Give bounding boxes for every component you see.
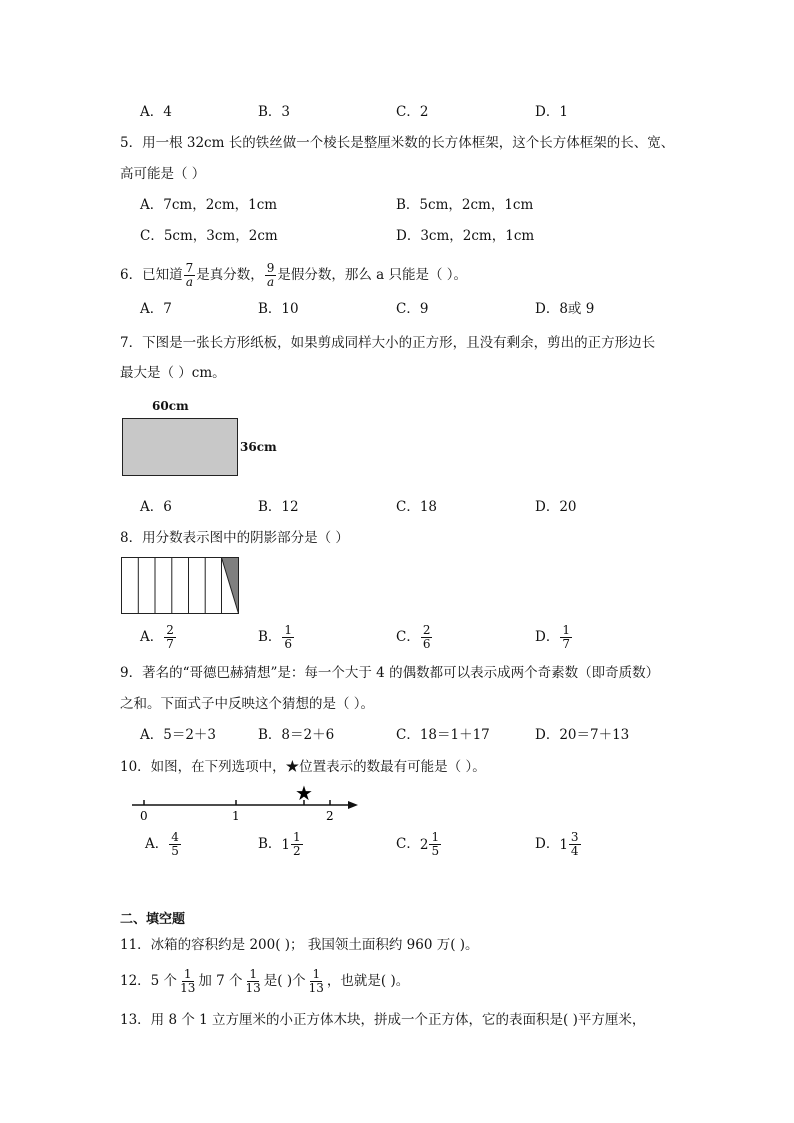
q10-option-d[interactable]: D． 1 $\frac{3}{4}$ [535, 830, 579, 858]
q8-option-d-fraction: $\frac{1}{7}$ [562, 623, 570, 651]
q8-option-a[interactable]: A． $\frac{2}{7}$ [140, 623, 174, 651]
q5-option-d[interactable]: D．3cm，2cm，1cm [396, 228, 535, 244]
q5-question-line1: 5．用一根 32cm 长的铁丝做一个棱长是整厘米数的长方体框架，这个长方体框架的长、宽、 [120, 135, 675, 151]
q7-question-line1: 7．下图是一张长方形纸板，如果剪成同样大小的正方形，且没有剩余，剪出的正方形边长 [120, 335, 656, 351]
q12-fraction: $\frac{1}{13}$ [308, 967, 324, 995]
q10-option-a[interactable]: A． $\frac{4}{5}$ [145, 830, 179, 858]
q7-option-d[interactable]: D．20 [535, 499, 577, 515]
q8-option-c[interactable]: C． $\frac{2}{6}$ [396, 623, 431, 651]
q9-question-line1: 9．著名的“哥德巴赫猜想”是：每一个大于 4 的偶数都可以表示成两个奇素数（即奇质数） [120, 665, 660, 681]
q10-option-d-fraction: $\frac{3}{4}$ [570, 830, 579, 858]
q6-option-d[interactable]: D．8或 9 [535, 301, 595, 317]
q6-prefix: 6．已知道 [120, 267, 183, 283]
q10-option-c[interactable]: C． 2 $\frac{1}{5}$ [396, 830, 440, 858]
q5-option-a[interactable]: A．7cm，2cm，1cm [140, 197, 278, 213]
q7-height-label: 36cm [240, 440, 277, 454]
q11-question[interactable]: 11．冰箱的容积约是 200( )； 我国领土面积约 960 万( )。 [120, 937, 479, 953]
q10-option-c-fraction: $\frac{1}{5}$ [431, 830, 440, 858]
q5-option-c[interactable]: C．5cm，3cm，2cm [140, 228, 278, 244]
q6-question [120, 262, 467, 289]
q12-fraction: $\frac{1}{13}$ [245, 967, 261, 995]
q9-option-c[interactable]: C．18＝1＋17 [396, 727, 490, 743]
q6-option-b[interactable]: B．10 [258, 301, 299, 317]
q10-number-line [128, 780, 368, 824]
q4-option-a[interactable]: A．4 [140, 104, 172, 120]
q4-option-d[interactable]: D．1 [535, 104, 568, 120]
q6-mid: 是真分数， [196, 267, 264, 283]
q10-option-b-fraction: $\frac{1}{2}$ [293, 830, 301, 858]
q8-option-d[interactable]: D． $\frac{1}{7}$ [535, 623, 570, 651]
q10-tick-label: 2 [326, 809, 334, 823]
q7-option-c[interactable]: C．18 [396, 499, 438, 515]
q7-option-a[interactable]: A．6 [140, 499, 172, 515]
q7-rectangle-board [122, 418, 238, 476]
q6-option-a[interactable]: A．7 [140, 301, 172, 317]
q8-question: 8．用分数表示图中的阴影部分是（ ） [120, 530, 349, 546]
q8-outline [122, 558, 239, 614]
star-icon: ★ [295, 781, 313, 805]
q7-width-label: 60cm [152, 399, 189, 413]
q6-option-c[interactable]: C．9 [396, 301, 429, 317]
q8-option-b-fraction: $\frac{1}{6}$ [284, 623, 293, 651]
arrow-right-icon [348, 801, 358, 809]
q8-option-c-fraction: $\frac{2}{6}$ [422, 623, 431, 651]
q6-fraction-7-over-a: $\frac{7}{a}$ [185, 261, 194, 289]
q9-option-b[interactable]: B．8＝2＋6 [258, 727, 335, 743]
q4-option-c[interactable]: C．2 [396, 104, 429, 120]
q5-question-line2: 高可能是（ ） [120, 166, 206, 182]
q8-shaded-diagram [121, 557, 239, 614]
q6-suffix: 是假分数，那么 a 只能是（ ）。 [277, 267, 468, 283]
q10-tick-label: 0 [140, 809, 148, 823]
q4-option-b[interactable]: B．3 [258, 104, 291, 120]
q12-fraction: $\frac{1}{13}$ [180, 967, 196, 995]
q7-option-b[interactable]: B．12 [258, 499, 299, 515]
q6-fraction-9-over-a: $\frac{9}{a}$ [266, 261, 275, 289]
q12-question[interactable]: 12．5 个 $\frac{1}{13}$ 加 7 个 $\frac{1}{13}$ 是( )个 $\frac{1}{13}$ ，也就是( )。 [120, 967, 410, 995]
q7-question-line2: 最大是（ ）cm。 [120, 365, 226, 381]
q9-question-line2: 之和。下面式子中反映这个猜想的是（ ）。 [120, 696, 375, 712]
q8-option-a-fraction: $\frac{2}{7}$ [166, 623, 174, 651]
q9-option-a[interactable]: A．5＝2＋3 [140, 727, 217, 743]
q10-option-b[interactable]: B． 1 $\frac{1}{2}$ [258, 830, 301, 858]
q8-option-b[interactable]: B． $\frac{1}{6}$ [258, 623, 293, 651]
q10-question: 10．如图，在下列选项中，★位置表示的数最有可能是（ ）。 [120, 759, 486, 775]
q9-option-d[interactable]: D．20＝7＋13 [535, 727, 630, 743]
section-title: 二、填空题 [120, 912, 186, 927]
q13-question[interactable]: 13．用 8 个 1 立方厘米的小正方体木块，拼成一个正方体，它的表面积是( )平方厘米， [120, 1012, 646, 1028]
q5-option-b[interactable]: B．5cm，2cm，1cm [396, 197, 534, 213]
q10-tick-label: 1 [232, 809, 240, 823]
q10-option-a-fraction: $\frac{4}{5}$ [171, 830, 179, 858]
